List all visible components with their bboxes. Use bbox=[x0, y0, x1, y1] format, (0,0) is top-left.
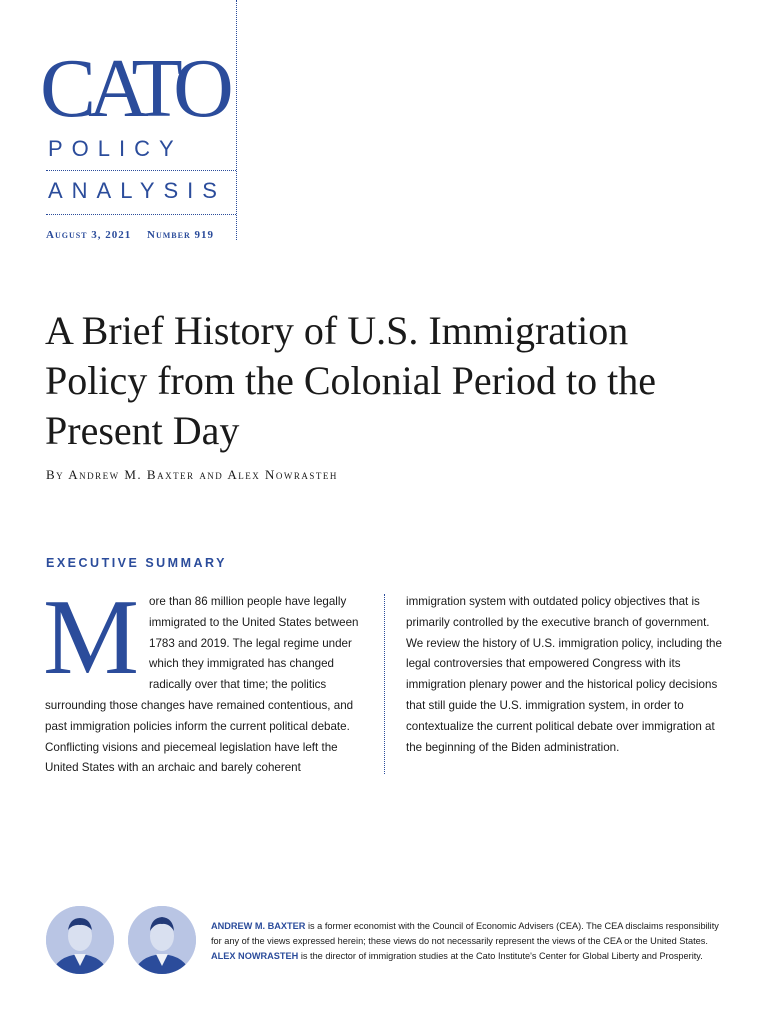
drop-cap: M bbox=[43, 578, 140, 697]
column-divider bbox=[384, 594, 385, 774]
publication-number: Number 919 bbox=[147, 229, 214, 241]
header-divider-2 bbox=[46, 214, 236, 215]
page-title: A Brief History of U.S. Immigration Policy from the Colonial Period to the Present Day bbox=[45, 308, 657, 453]
author-name-2: ALEX NOWRASTEH bbox=[211, 951, 299, 961]
header-divider-1 bbox=[46, 170, 236, 171]
series-line-policy: POLICY bbox=[48, 136, 183, 161]
author-photo-baxter bbox=[46, 906, 114, 974]
author-bio-text-1: is a former economist with the Council of Economic Advisers (CEA). The CEA disclaims responsibility for any of the views expressed herein; these views do not necessarily represent the views of the CEA or the United States. bbox=[211, 921, 719, 946]
author-photo-nowrasteh bbox=[128, 906, 196, 974]
executive-summary-heading: EXECUTIVE SUMMARY bbox=[46, 556, 227, 570]
cato-logo: CATO bbox=[40, 42, 226, 135]
series-line-analysis: ANALYSIS bbox=[48, 178, 226, 203]
author-bio-text-2: is the director of immigration studies at the Cato Institute's Center for Global Liberty and Prosperity. bbox=[298, 951, 703, 961]
summary-text-1: ore than 86 million people have legally immigrated to the United States between 1783 and 2019. The legal regime under which they immigrated has changed radically over that time; the politics surrounding those changes have remained contentious, and past immigration policies inform the current political debate. Conflicting visions and piecemeal legislation have left the United States with an archaic and barely coherent bbox=[45, 595, 359, 775]
top-vertical-divider bbox=[236, 0, 237, 240]
summary-column-1 bbox=[43, 578, 361, 779]
author-bio-2 bbox=[211, 949, 731, 964]
author-bios bbox=[211, 919, 731, 964]
byline: By Andrew M. Baxter and Alex Nowrasteh bbox=[46, 467, 338, 482]
summary-text-2: immigration system with outdated policy objectives that is primarily controlled by the executive branch of government. We review the history of U.S. immigration policy, including the legal controversies that empowered Congress with its immigration plenary power and the historical policy decisions that still guide the U.S. immigration system, in order to contextualize the current political debate over immigration at the beginning of the Biden administration. bbox=[406, 595, 722, 754]
summary-column-2 bbox=[406, 592, 722, 758]
dateline bbox=[46, 229, 214, 241]
publication-date: August 3, 2021 bbox=[46, 229, 132, 241]
author-bio-1 bbox=[211, 919, 731, 949]
author-name-1: ANDREW M. BAXTER bbox=[211, 921, 306, 931]
